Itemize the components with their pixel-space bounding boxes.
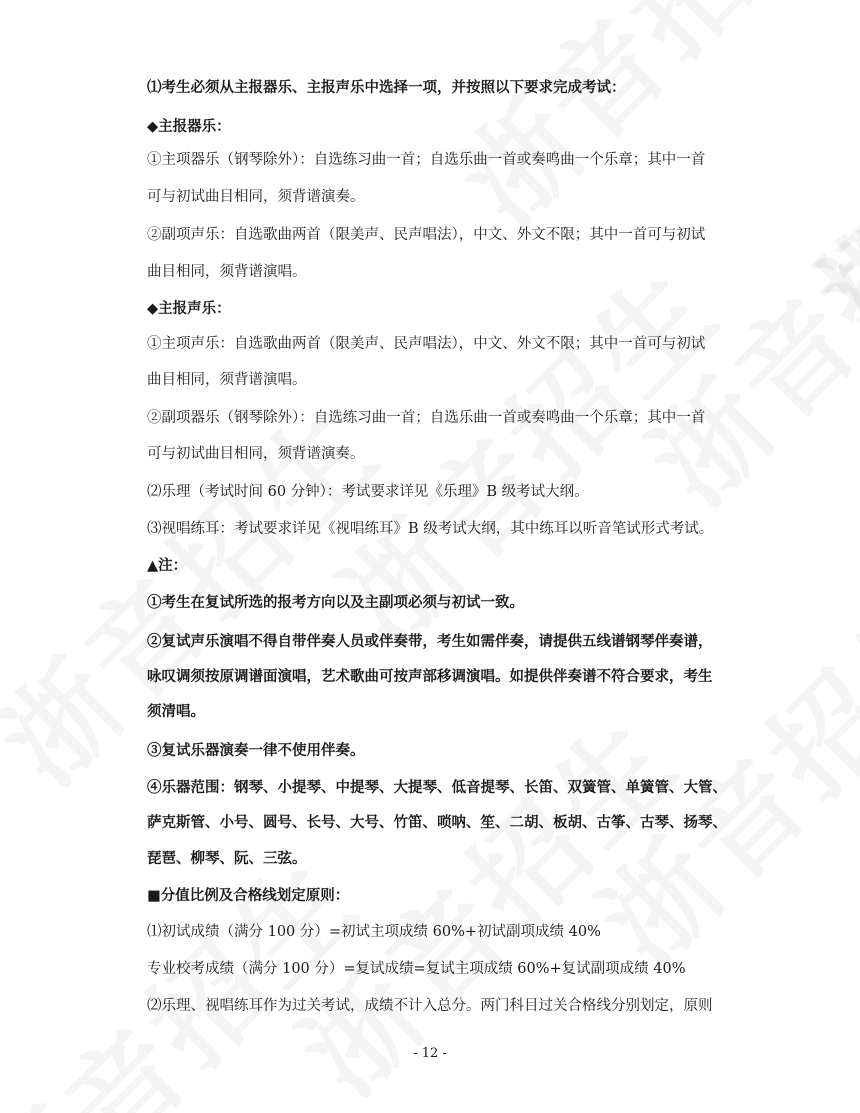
- text-line: ⑵乐理、视唱练耳作为过关考试，成绩不计入总分。两门科目过关合格线分别划定，原则: [147, 998, 713, 1014]
- text-line: 曲目相同，须背谱演唱。: [147, 372, 307, 388]
- text-line: ⑴考生必须从主报器乐、主报声乐中选择一项，并按照以下要求完成考试：: [147, 79, 626, 96]
- text-line: 曲目相同，须背谱演唱。: [147, 264, 307, 280]
- text-line: 须清唱。: [147, 703, 205, 720]
- text-line: ◆主报声乐：: [147, 300, 231, 317]
- text-line: ▲注：: [147, 557, 188, 574]
- text-line: ②副项器乐（钢琴除外）：自选练习曲一首；自选乐曲一首或奏鸣曲一个乐章；其中一首: [147, 410, 706, 426]
- text-line: 琵琶、柳琴、阮、三弦。: [147, 850, 307, 867]
- text-line: 可与初试曲目相同，须背谱演奏。: [147, 189, 365, 205]
- watermark-text: [560, 546, 860, 994]
- text-line: ②复试声乐演唱不得自带伴奏人员或伴奏带，考生如需伴奏，请提供五线谱钢琴伴奏谱，: [147, 633, 713, 650]
- text-line: ⑴初试成绩（满分 100 分）=初试主项成绩 60%+初试副项成绩 40%: [147, 924, 601, 940]
- text-line: ⑶视唱练耳：考试要求详见《视唱练耳》B 级考试大纲，其中练耳以听音笔试形式考试。: [147, 521, 714, 537]
- text-line: 萨克斯管、小号、圆号、长号、大号、竹笛、唢呐、笙、二胡、板胡、古筝、古琴、扬琴、: [147, 814, 727, 831]
- text-line: ①主项器乐（钢琴除外）：自选练习曲一首；自选乐曲一首或奏鸣曲一个乐章；其中一首: [147, 152, 706, 168]
- watermark-text: [780, 0, 860, 364]
- text-line: ◆主报器乐：: [147, 118, 231, 135]
- text-line: ①主项声乐：自选歌曲两首（限美声、民声唱法），中文、外文不限；其中一首可与初试: [147, 336, 706, 352]
- text-line: 专业校考成绩（满分 100 分）=复试成绩=复试主项成绩 60%+复试副项成绩 40%: [147, 961, 686, 977]
- text-line: ⑵乐理（考试时间 60 分钟）：考试要求详见《乐理》B 级考试大纲。: [147, 484, 589, 500]
- text-line: 可与初试曲目相同，须背谱演奏。: [147, 446, 365, 462]
- text-line: ■分值比例及合格线划定原则：: [147, 887, 350, 904]
- text-line: ④乐器范围：钢琴、小提琴、中提琴、大提琴、低音提琴、长笛、双簧管、单簧管、大管、: [147, 779, 727, 796]
- text-line: ③复试乐器演奏一律不使用伴奏。: [147, 742, 365, 759]
- watermark-text: [420, 0, 860, 254]
- text-line: ①考生在复试所选的报考方向以及主副项必须与初试一致。: [147, 594, 524, 611]
- text-line: 咏叹调须按原调谱面演唱，艺术歌曲可按声部移调演唱。如提供伴奏谱不符合要求，考生: [147, 668, 713, 685]
- page-number: - 12 -: [413, 1046, 447, 1061]
- text-line: ②副项声乐：自选歌曲两首（限美声、民声唱法），中文、外文不限；其中一首可与初试: [147, 227, 706, 243]
